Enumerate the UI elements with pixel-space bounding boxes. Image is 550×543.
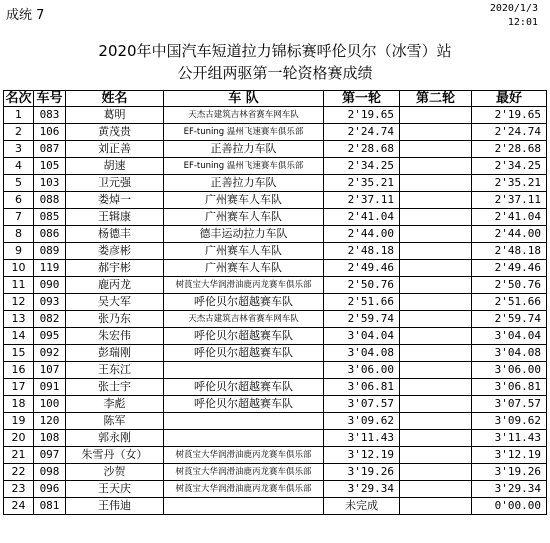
table-row <box>4 379 547 396</box>
round2-time-cell <box>400 464 472 481</box>
rank-cell: 16 <box>4 362 34 379</box>
car-number-cell: 106 <box>34 124 66 141</box>
rank-cell: 22 <box>4 464 34 481</box>
header-name: 姓名 <box>66 91 164 107</box>
best-time-cell: 0'00.00 <box>472 498 547 515</box>
header-best: 最好 <box>472 91 547 107</box>
car-number-cell: 120 <box>34 413 66 430</box>
car-number-cell: 105 <box>34 158 66 175</box>
driver-name-cell: 朱宏伟 <box>66 328 164 345</box>
best-time-cell: 2'35.21 <box>472 175 547 192</box>
team-cell: 树莨宝大华润滑油鹿丙龙赛车俱乐部 <box>164 277 324 294</box>
best-time-cell: 2'44.00 <box>472 226 547 243</box>
driver-name-cell: 沙贺 <box>66 464 164 481</box>
round1-time-cell: 2'41.04 <box>324 209 400 226</box>
table-row <box>4 175 547 192</box>
driver-name-cell: 胡速 <box>66 158 164 175</box>
team-cell: 正善拉力车队 <box>164 141 324 158</box>
car-number-cell: 095 <box>34 328 66 345</box>
round1-time-cell: 3'19.26 <box>324 464 400 481</box>
round2-time-cell <box>400 481 472 498</box>
team-cell: 呼伦贝尔超越赛车队 <box>164 396 324 413</box>
best-time-cell: 3'06.00 <box>472 362 547 379</box>
round2-time-cell <box>400 243 472 260</box>
team-cell <box>164 413 324 430</box>
car-number-cell: 089 <box>34 243 66 260</box>
round2-time-cell <box>400 345 472 362</box>
best-time-cell: 2'49.46 <box>472 260 547 277</box>
car-number-cell: 107 <box>34 362 66 379</box>
rank-cell: 2 <box>4 124 34 141</box>
driver-name-cell: 李彪 <box>66 396 164 413</box>
round2-time-cell <box>400 124 472 141</box>
round1-time-cell: 2'35.21 <box>324 175 400 192</box>
driver-name-cell: 朱雪丹（女） <box>66 447 164 464</box>
best-time-cell: 3'07.57 <box>472 396 547 413</box>
round1-time-cell: 3'06.81 <box>324 379 400 396</box>
team-cell: 呼伦贝尔超越赛车队 <box>164 328 324 345</box>
best-time-cell: 2'50.76 <box>472 277 547 294</box>
round2-time-cell <box>400 226 472 243</box>
table-row <box>4 498 547 515</box>
team-cell: 树莨宝大华润滑油鹿丙龙赛车俱乐部 <box>164 464 324 481</box>
team-cell <box>164 430 324 447</box>
car-number-cell: 098 <box>34 464 66 481</box>
rank-cell: 17 <box>4 379 34 396</box>
round2-time-cell <box>400 192 472 209</box>
best-time-cell: 3'11.43 <box>472 430 547 447</box>
car-number-cell: 097 <box>34 447 66 464</box>
round2-time-cell <box>400 260 472 277</box>
round1-time-cell: 3'29.34 <box>324 481 400 498</box>
table-row <box>4 481 547 498</box>
round1-time-cell: 3'07.57 <box>324 396 400 413</box>
rank-cell: 4 <box>4 158 34 175</box>
car-number-cell: 090 <box>34 277 66 294</box>
round1-time-cell: 3'12.19 <box>324 447 400 464</box>
results-table <box>3 90 547 515</box>
best-time-cell: 2'19.65 <box>472 107 547 124</box>
round1-time-cell: 2'37.11 <box>324 192 400 209</box>
driver-name-cell: 卫元强 <box>66 175 164 192</box>
best-time-cell: 2'24.74 <box>472 124 547 141</box>
round2-time-cell <box>400 107 472 124</box>
round2-time-cell <box>400 175 472 192</box>
round1-time-cell: 2'28.68 <box>324 141 400 158</box>
car-number-cell: 083 <box>34 107 66 124</box>
round2-time-cell <box>400 328 472 345</box>
best-time-cell: 3'06.81 <box>472 379 547 396</box>
driver-name-cell: 葛明 <box>66 107 164 124</box>
table-header-row <box>4 91 547 107</box>
team-cell: 树莨宝大华润滑油鹿丙龙赛车俱乐部 <box>164 481 324 498</box>
team-cell: 呼伦贝尔超越赛车队 <box>164 294 324 311</box>
driver-name-cell: 娄彦彬 <box>66 243 164 260</box>
best-time-cell: 2'37.11 <box>472 192 547 209</box>
table-row <box>4 362 547 379</box>
round2-time-cell <box>400 277 472 294</box>
rank-cell: 3 <box>4 141 34 158</box>
rank-cell: 7 <box>4 209 34 226</box>
team-cell: 呼伦贝尔超越赛车队 <box>164 379 324 396</box>
team-cell: EF-tuning 温州飞速赛车俱乐部 <box>164 158 324 175</box>
rank-cell: 19 <box>4 413 34 430</box>
round2-time-cell <box>400 209 472 226</box>
table-row <box>4 277 547 294</box>
table-row <box>4 209 547 226</box>
rank-cell: 6 <box>4 192 34 209</box>
table-row <box>4 464 547 481</box>
driver-name-cell: 张士宇 <box>66 379 164 396</box>
round2-time-cell <box>400 311 472 328</box>
best-time-cell: 3'12.19 <box>472 447 547 464</box>
round1-time-cell: 2'50.76 <box>324 277 400 294</box>
table-row <box>4 328 547 345</box>
team-cell: 广州赛车人车队 <box>164 243 324 260</box>
round2-time-cell <box>400 413 472 430</box>
team-cell <box>164 362 324 379</box>
car-number-cell: 082 <box>34 311 66 328</box>
round1-time-cell: 2'44.00 <box>324 226 400 243</box>
round2-time-cell <box>400 430 472 447</box>
round1-time-cell: 2'19.65 <box>324 107 400 124</box>
best-time-cell: 3'04.04 <box>472 328 547 345</box>
table-row <box>4 243 547 260</box>
car-number-cell: 093 <box>34 294 66 311</box>
team-cell: 广州赛车人车队 <box>164 260 324 277</box>
best-time-cell: 2'51.66 <box>472 294 547 311</box>
header-car-number: 车号 <box>34 91 66 107</box>
driver-name-cell: 吴大军 <box>66 294 164 311</box>
car-number-cell: 081 <box>34 498 66 515</box>
car-number-cell: 087 <box>34 141 66 158</box>
team-cell: 天杰古建筑吉林省赛车网车队 <box>164 311 324 328</box>
round2-time-cell <box>400 294 472 311</box>
best-time-cell: 3'04.08 <box>472 345 547 362</box>
driver-name-cell: 娄焯一 <box>66 192 164 209</box>
round1-time-cell: 2'49.46 <box>324 260 400 277</box>
round1-time-cell: 2'59.74 <box>324 311 400 328</box>
best-time-cell: 3'29.34 <box>472 481 547 498</box>
best-time-cell: 2'34.25 <box>472 158 547 175</box>
driver-name-cell: 鹿丙龙 <box>66 277 164 294</box>
team-cell: 广州赛车人车队 <box>164 192 324 209</box>
round2-time-cell <box>400 379 472 396</box>
team-cell: 呼伦贝尔超越赛车队 <box>164 345 324 362</box>
team-cell: 正善拉力车队 <box>164 175 324 192</box>
driver-name-cell: 彭瑞刚 <box>66 345 164 362</box>
rank-cell: 12 <box>4 294 34 311</box>
table-row <box>4 260 547 277</box>
car-number-cell: 119 <box>34 260 66 277</box>
table-row <box>4 345 547 362</box>
driver-name-cell: 杨德丰 <box>66 226 164 243</box>
best-time-cell: 3'09.62 <box>472 413 547 430</box>
team-cell: 树莨宝大华润滑油鹿丙龙赛车俱乐部 <box>164 447 324 464</box>
rank-cell: 13 <box>4 311 34 328</box>
car-number-cell: 108 <box>34 430 66 447</box>
header-team: 车 队 <box>164 91 324 107</box>
driver-name-cell: 陈军 <box>66 413 164 430</box>
car-number-cell: 088 <box>34 192 66 209</box>
table-row <box>4 413 547 430</box>
rank-cell: 20 <box>4 430 34 447</box>
round1-time-cell: 未完成 <box>324 498 400 515</box>
car-number-cell: 086 <box>34 226 66 243</box>
time-text: 12:01 <box>507 17 538 28</box>
rank-cell: 5 <box>4 175 34 192</box>
round1-time-cell: 3'04.04 <box>324 328 400 345</box>
table-row <box>4 158 547 175</box>
driver-name-cell: 刘正善 <box>66 141 164 158</box>
best-time-cell: 2'48.18 <box>472 243 547 260</box>
driver-name-cell: 黄茂贵 <box>66 124 164 141</box>
driver-name-cell: 王辑康 <box>66 209 164 226</box>
car-number-cell: 092 <box>34 345 66 362</box>
table-row <box>4 396 547 413</box>
best-time-cell: 2'59.74 <box>472 311 547 328</box>
team-cell: 天杰古建筑吉林省赛车网车队 <box>164 107 324 124</box>
round1-time-cell: 2'24.74 <box>324 124 400 141</box>
table-row <box>4 124 547 141</box>
rank-cell: 21 <box>4 447 34 464</box>
car-number-cell: 096 <box>34 481 66 498</box>
round1-time-cell: 2'51.66 <box>324 294 400 311</box>
round2-time-cell <box>400 498 472 515</box>
rank-cell: 11 <box>4 277 34 294</box>
rank-cell: 10 <box>4 260 34 277</box>
best-time-cell: 3'19.26 <box>472 464 547 481</box>
rank-cell: 23 <box>4 481 34 498</box>
table-row <box>4 447 547 464</box>
round1-time-cell: 3'11.43 <box>324 430 400 447</box>
car-number-cell: 103 <box>34 175 66 192</box>
header-round2: 第二轮 <box>400 91 472 107</box>
rank-cell: 1 <box>4 107 34 124</box>
rank-cell: 14 <box>4 328 34 345</box>
round1-time-cell: 3'04.08 <box>324 345 400 362</box>
round2-time-cell <box>400 396 472 413</box>
round2-time-cell <box>400 447 472 464</box>
driver-name-cell: 张乃东 <box>66 311 164 328</box>
rank-cell: 18 <box>4 396 34 413</box>
car-number-cell: 100 <box>34 396 66 413</box>
round2-time-cell <box>400 141 472 158</box>
rank-cell: 24 <box>4 498 34 515</box>
header-round1: 第一轮 <box>324 91 400 107</box>
round2-time-cell <box>400 158 472 175</box>
table-row <box>4 141 547 158</box>
header-rank: 名次 <box>5 91 32 106</box>
timestamp <box>490 2 538 30</box>
driver-name-cell: 郭永刚 <box>66 430 164 447</box>
table-row <box>4 226 547 243</box>
driver-name-cell: 王伟迪 <box>66 498 164 515</box>
date-text: 2020/1/3 <box>489 3 538 14</box>
round1-time-cell: 3'09.62 <box>324 413 400 430</box>
driver-name-cell: 王东江 <box>66 362 164 379</box>
best-time-cell: 2'41.04 <box>472 209 547 226</box>
round1-time-cell: 2'34.25 <box>324 158 400 175</box>
table-row <box>4 311 547 328</box>
round2-time-cell <box>400 362 472 379</box>
table-row <box>4 107 547 124</box>
team-cell: 广州赛车人车队 <box>164 209 324 226</box>
round1-time-cell: 3'06.00 <box>324 362 400 379</box>
team-cell: 德丰运动拉力车队 <box>164 226 324 243</box>
team-cell <box>164 498 324 515</box>
table-row <box>4 192 547 209</box>
rank-cell: 15 <box>4 345 34 362</box>
rank-cell: 9 <box>4 243 34 260</box>
table-row <box>4 430 547 447</box>
car-number-cell: 091 <box>34 379 66 396</box>
rank-cell: 8 <box>4 226 34 243</box>
event-title: 2020年中国汽车短道拉力锦标赛呼伦贝尔（冰雪）站 <box>98 42 452 60</box>
car-number-cell: 085 <box>34 209 66 226</box>
document-label: 成统 7 <box>6 8 45 23</box>
driver-name-cell: 郝宇彬 <box>66 260 164 277</box>
best-time-cell: 2'28.68 <box>472 141 547 158</box>
round1-time-cell: 2'48.18 <box>324 243 400 260</box>
team-cell: EF-tuning 温州飞速赛车俱乐部 <box>164 124 324 141</box>
session-title: 公开组两驱第一轮资格赛成绩 <box>177 64 373 82</box>
driver-name-cell: 王天庆 <box>66 481 164 498</box>
table-row <box>4 294 547 311</box>
